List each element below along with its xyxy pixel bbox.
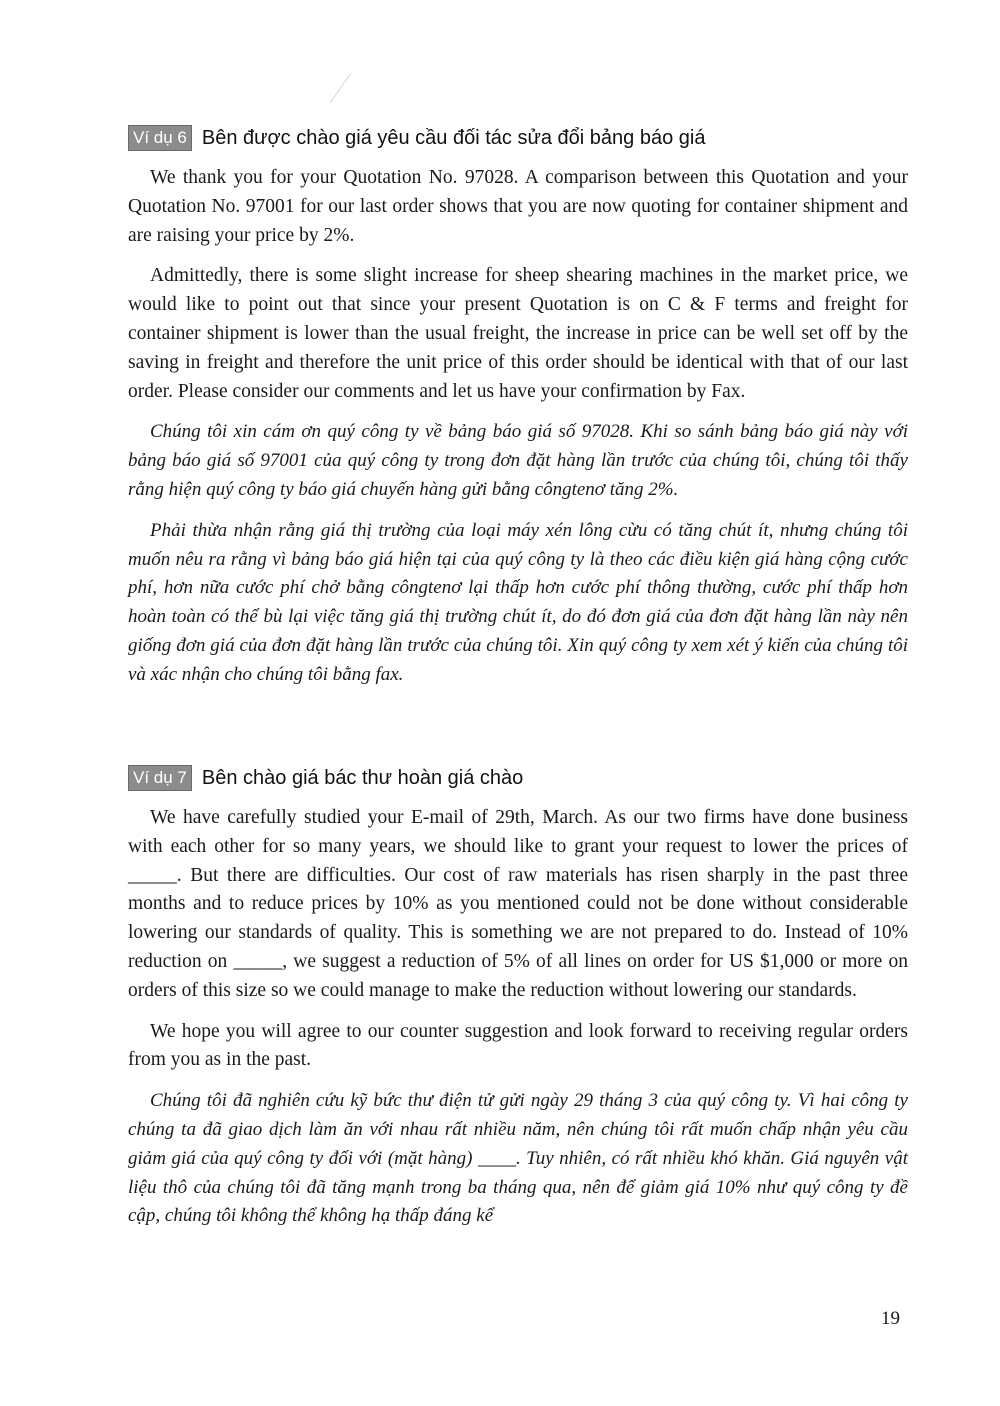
- scan-artifact-line: [330, 73, 351, 103]
- example-6-paragraph-vi-2: Phải thừa nhận rằng giá thị trường của loại máy xén lông cừu có tăng chút ít, nhưng chúng tôi muốn nêu ra rằng vì bảng báo giá hiện tại của quý công ty là theo các điều kiện giá hàng cộng cước phí, hơn nữa cước phí chở bằng côngtenơ lại thấp hơn cước phí thông thường, cước phí thấp hơn hoàn toàn có thể bù lại việc tăng giá thị trường chút ít, do đó đơn giá của đơn đặt hàng lần này nên giống đơn giá của đơn đặt hàng lần trước của chúng tôi. Xin quý công ty xem xét ý kiến của chúng tôi và xác nhận cho chúng tôi bằng fax.: [128, 519, 908, 685]
- example-6-section: [128, 124, 908, 702]
- example-6-paragraph-en-1: We thank you for your Quotation No. 97028. A comparison between this Quotation and your Quotation No. 97001 for our last order shows that you are now quoting for container shipment and are raising your price by 2%.: [128, 167, 908, 246]
- example-6-tag: Ví dụ 6: [128, 125, 192, 151]
- example-7-paragraph-vi-1: Chúng tôi đã nghiên cứu kỹ bức thư điện tử gửi ngày 29 tháng 3 của quý công ty. Vì hai công ty chúng ta đã giao dịch làm ăn với nhau rất nhiều năm, nên chúng tôi rất muốn chấp nhận yêu cầu giảm giá của quý công ty đối với (mặt hàng) ____. Tuy nhiên, có rất nhiều khó khăn. Giá nguyên vật liệu thô của chúng tôi đã tăng mạnh trong ba tháng qua, nên để giảm giá 10% như quý công ty đề cập, chúng tôi không thể không hạ thấp đáng kể: [128, 1090, 908, 1227]
- example-6-paragraph-en-2: Admittedly, there is some slight increase for sheep shearing machines in the market price, we would like to point out that since your present Quotation is on C & F terms and freight for container shipment is lower than the usual freight, the increase in price can be well set off by the saving in freight and therefore the unit price of this order should be identical with that of our last order. Please consider our comments and let us have your confirmation by Fax.: [128, 265, 908, 402]
- example-6-paragraph-vi-1: Chúng tôi xin cám ơn quý công ty về bảng báo giá số 97028. Khi so sánh bảng báo giá này với bảng báo giá số 97001 của quý công ty trong đơn đặt hàng lần trước của chúng tôi, chúng tôi thấy rằng hiện quý công ty báo giá chuyến hàng gửi bằng côngtenơ tăng 2%.: [128, 421, 908, 500]
- example-7-paragraph-en-1: We have carefully studied your E-mail of 29th, March. As our two firms have done business with each other for so many years, we should like to grant your request to lower the prices of _____. But there are difficulties. Our cost of raw materials has risen sharply in the past three months and to reduce prices by 10% as you mentioned could not be done without considerable lowering our standards of quality. This is something we are not prepared to do. Instead of 10% reduction on _____, we suggest a reduction of 5% of all lines on order for US $1,000 or more on orders of this size so we could manage to make the reduction without lowering our standards.: [128, 807, 908, 1001]
- example-7-section: [128, 764, 908, 1243]
- example-7-paragraph-en-2: We hope you will agree to our counter suggestion and look forward to receiving regular orders from you as in the past.: [128, 1020, 908, 1071]
- example-7-title: Bên chào giá bác thư hoàn giá chào: [201, 767, 524, 789]
- example-7-tag: Ví dụ 7: [128, 765, 192, 791]
- example-6-title: Bên được chào giá yêu cầu đối tác sửa đổi bảng báo giá: [201, 127, 706, 149]
- page-number: 19: [881, 1308, 900, 1329]
- example-7-heading: [128, 764, 908, 792]
- example-6-heading: [128, 124, 908, 152]
